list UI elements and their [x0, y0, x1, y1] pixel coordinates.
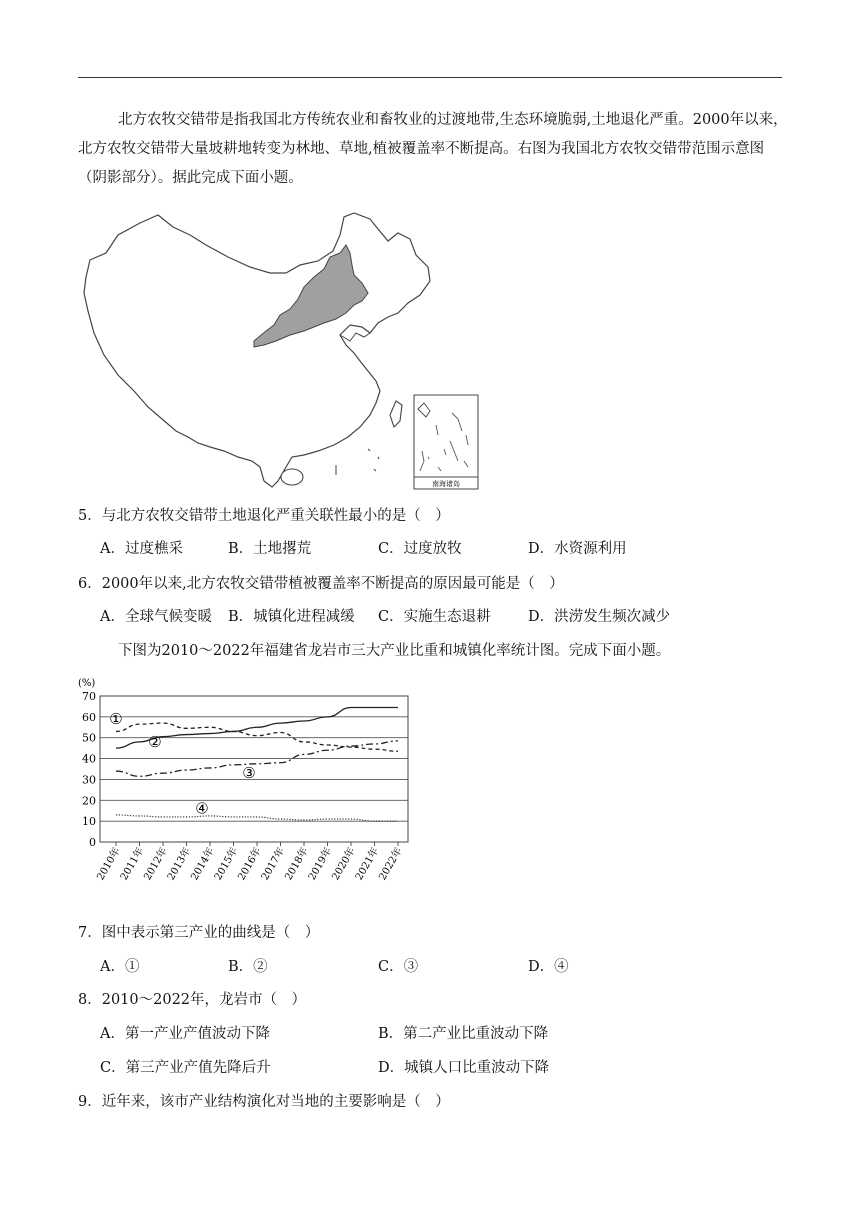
question-5-option-a[interactable]: A．过度樵采	[100, 541, 183, 557]
question-6-option-b[interactable]: B．城镇化进程减缓	[228, 609, 355, 625]
question-7-option-d[interactable]: D．④	[528, 959, 569, 975]
question-6-option-a[interactable]: A．全球气候变暖	[100, 609, 212, 625]
question-7-option-c[interactable]: C．③	[378, 959, 419, 975]
x-tick-label-5: 2015年	[212, 846, 241, 883]
coast-detail	[340, 333, 370, 341]
x-tick-label-12: 2022年	[377, 846, 405, 883]
south-china-sea-inset	[414, 395, 478, 489]
question-7-option-b[interactable]: B．②	[228, 959, 268, 975]
series-label-2: ②	[148, 732, 162, 751]
question-7-option-a[interactable]: A．①	[100, 959, 140, 975]
china-outline	[84, 213, 430, 487]
question-6-option-d[interactable]: D．洪涝发生频次减少	[528, 609, 671, 625]
x-tick-label-7: 2017年	[259, 846, 288, 883]
x-tick-label-9: 2019年	[306, 846, 335, 883]
series-label-1: ①	[109, 709, 123, 728]
x-tick-label-6: 2016年	[236, 846, 264, 883]
taiwan-island	[390, 401, 402, 427]
series-label-4: ④	[195, 799, 209, 818]
question-6-option-c[interactable]: C．实施生态退耕	[378, 609, 491, 625]
x-tick-label-3: 2013年	[165, 846, 194, 883]
question-8-option-a[interactable]: A．第一产业产值波动下降	[100, 1026, 270, 1042]
series-line-4	[116, 815, 398, 821]
x-tick-label-11: 2021年	[353, 846, 382, 883]
question-8-option-b[interactable]: B．第二产业比重波动下降	[378, 1026, 549, 1042]
y-tick-label-10: 10	[82, 815, 96, 829]
header-rule	[78, 77, 782, 78]
x-tick-label-1: 2011年	[118, 846, 147, 883]
question-8-option-c[interactable]: C．第三产业产值先降后升	[100, 1060, 271, 1076]
x-tick-label-2: 2012年	[142, 846, 170, 883]
question-5-stem: 5．与北方农牧交错带土地退化严重关联性最小的是（ ）	[78, 508, 450, 524]
small-islands	[336, 449, 379, 475]
y-tick-label-30: 30	[82, 773, 96, 787]
question-8-stem: 8．2010～2022年，龙岩市（ ）	[78, 992, 307, 1008]
y-tick-label-70: 70	[82, 690, 96, 703]
china-map	[78, 205, 508, 495]
y-tick-label-20: 20	[82, 794, 96, 808]
intro-paragraph: 北方农牧交错带是指我国北方传统农业和畜牧业的过渡地带,生态环境脆弱,土地退化严重。2000年以来，北方农牧交错带大量坡耕地转变为林地、草地,植被覆盖率不断提高。右图为我国北方农牧交错带范围示意图（阴影部分）。据此完成下面小题。	[78, 112, 788, 186]
x-tick-label-10: 2020年	[330, 846, 358, 883]
hainan-island	[281, 469, 303, 485]
y-tick-label-40: 40	[82, 752, 96, 766]
question-5-option-d[interactable]: D．水资源利用	[528, 541, 627, 557]
y-tick-label-50: 50	[82, 731, 96, 745]
intro2-paragraph: 下图为2010～2022年福建省龙岩市三大产业比重和城镇化率统计图。完成下面小题。	[118, 643, 671, 659]
question-8-option-d[interactable]: D．城镇人口比重波动下降	[378, 1060, 550, 1076]
question-9-stem: 9．近年来，该市产业结构演化对当地的主要影响是（ ）	[78, 1094, 450, 1110]
series-label-3: ③	[242, 764, 256, 783]
question-5-option-c[interactable]: C．过度放牧	[378, 541, 462, 557]
question-5-option-b[interactable]: B．土地撂荒	[228, 541, 312, 557]
y-unit-label: (%)	[78, 678, 96, 689]
y-tick-label-60: 60	[82, 710, 96, 724]
x-tick-label-0: 2010年	[95, 846, 123, 883]
question-6-stem: 6．2000年以来,北方农牧交错带植被覆盖率不断提高的原因最可能是（ ）	[78, 576, 564, 592]
x-tick-label-8: 2018年	[283, 846, 311, 883]
question-7-stem: 7．图中表示第三产业的曲线是（ ）	[78, 925, 320, 941]
x-tick-label-4: 2014年	[189, 846, 217, 883]
industry-urbanization-chart	[74, 676, 414, 896]
y-tick-label-0: 0	[89, 836, 96, 849]
inset-label: 南海诸岛	[432, 480, 460, 488]
